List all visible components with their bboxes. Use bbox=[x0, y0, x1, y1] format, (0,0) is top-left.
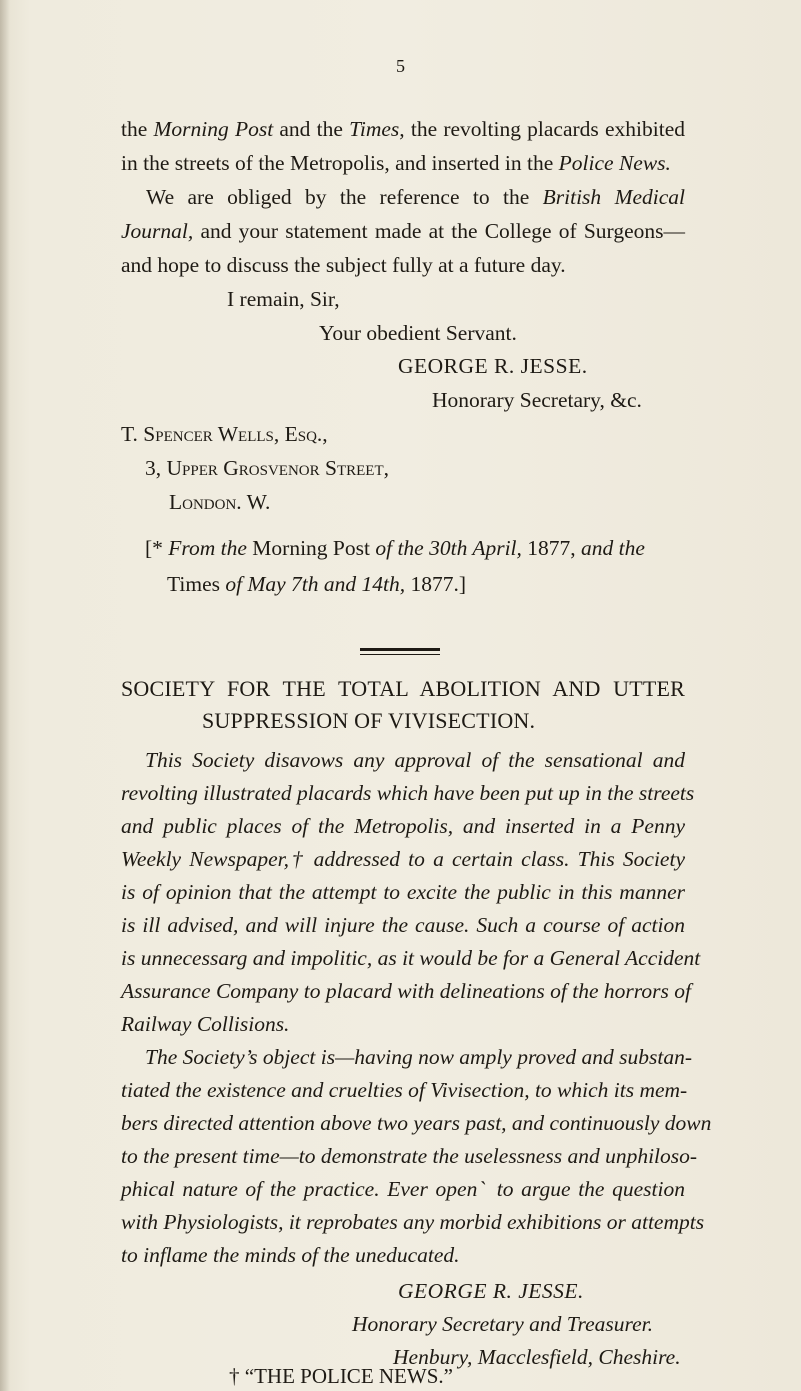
society-heading-line-2: SUPPRESSION OF VIVISECTION. bbox=[202, 708, 536, 733]
letter-signature-title: Honorary Secretary, &c. bbox=[432, 388, 642, 412]
society-signature-title: Honorary Secretary and Treasurer. bbox=[352, 1312, 653, 1336]
society-signature-location: Henbury, Macclesfield, Cheshire. bbox=[393, 1345, 681, 1369]
letter-line-2: in the streets of the Metropolis, and inserted in the Police News. bbox=[121, 151, 671, 175]
society-paragraph-1-line: This Society disavows any approval of the sensational and bbox=[145, 748, 685, 772]
society-signature: GEORGE R. JESSE. bbox=[398, 1279, 584, 1303]
society-paragraph-2-line: to inflame the minds of the uneducated. bbox=[121, 1243, 460, 1267]
police-news-footnote: † “THE POLICE NEWS.” bbox=[229, 1364, 453, 1388]
society-paragraph-1-line: revolting illustrated placards which have been put up in the streets bbox=[121, 781, 695, 805]
society-paragraph-2-line: tiated the existence and cruelties of Vivisection, to which its mem- bbox=[121, 1078, 688, 1102]
page-number: 5 bbox=[396, 56, 405, 76]
society-paragraph-1-line: is unnecessarg and impolitic, as it would be for a General Accident bbox=[121, 946, 701, 970]
source-note-line-2: Times of May 7th and 14th, 1877.] bbox=[167, 572, 467, 596]
society-paragraph-1-line: Weekly Newspaper,† addressed to a certain class. This Society bbox=[121, 847, 685, 871]
letter-closing-2: Your obedient Servant. bbox=[319, 321, 517, 345]
page-edge-shadow bbox=[0, 0, 10, 1391]
society-paragraph-1-line: is ill advised, and will injure the cause. Such a course of action bbox=[121, 913, 685, 937]
society-paragraph-2-line: to the present time—to demonstrate the uselessness and unphiloso- bbox=[121, 1144, 698, 1168]
society-paragraph-1-line: is of opinion that the attempt to excite the public in this manner bbox=[121, 880, 685, 904]
section-divider-thin bbox=[360, 654, 440, 655]
society-paragraph-2-line: phical nature of the practice. Ever openˋ to argue the question bbox=[121, 1177, 685, 1201]
letter-line-4: Journal, and your statement made at the College of Surgeons— bbox=[121, 219, 685, 243]
society-paragraph-2-line: The Society’s object is—having now amply proved and substan- bbox=[145, 1045, 692, 1069]
address-city: London. W. bbox=[169, 490, 271, 514]
society-paragraph-2-line: bers directed attention above two years past, and continuously down bbox=[121, 1111, 712, 1135]
society-paragraph-1-line: and public places of the Metropolis, and inserted in a Penny bbox=[121, 814, 685, 838]
letter-closing-1: I remain, Sir, bbox=[227, 287, 340, 311]
society-paragraph-2-line: with Physiologists, it reprobates any morbid exhibitions or attempts bbox=[121, 1210, 705, 1234]
letter-line-5: and hope to discuss the subject fully at a future day. bbox=[121, 253, 566, 277]
society-paragraph-1-line: Assurance Company to placard with delineations of the horrors of bbox=[121, 979, 691, 1003]
letter-line-1: the Morning Post and the Times, the revolting placards exhibited bbox=[121, 117, 685, 141]
section-divider bbox=[360, 648, 440, 651]
source-note-line-1: [* From the Morning Post of the 30th April, 1877, and the bbox=[145, 536, 645, 560]
address-street: 3, Upper Grosvenor Street, bbox=[145, 456, 389, 480]
society-paragraph-1-line: Railway Collisions. bbox=[121, 1012, 290, 1036]
address-name: T. Spencer Wells, Esq., bbox=[121, 422, 328, 446]
letter-signature: GEORGE R. JESSE. bbox=[398, 354, 588, 378]
letter-line-3: We are obliged by the reference to the British Medical bbox=[146, 185, 686, 209]
society-heading-line-1: SOCIETY FOR THE TOTAL ABOLITION AND UTTER bbox=[121, 676, 685, 701]
